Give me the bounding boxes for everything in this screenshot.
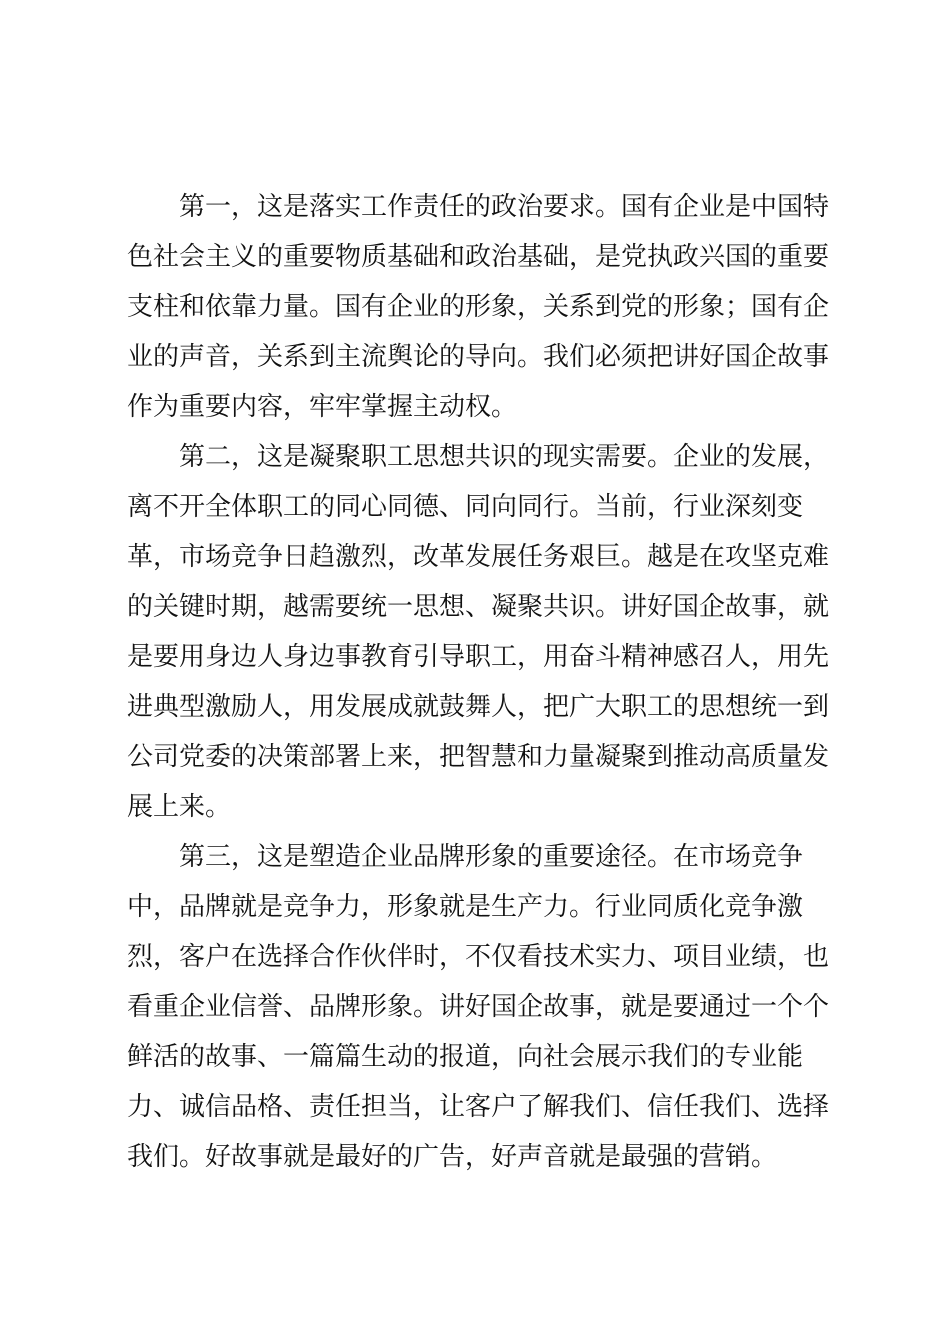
paragraph-first — [127, 182, 833, 432]
text-line: 色社会主义的重要物质基础和政治基础，是党执政兴国的重要 — [127, 242, 830, 272]
text-line: 革，市场竞争日趋激烈，改革发展任务艰巨。越是在攻坚克难 — [127, 542, 830, 572]
paragraph-second — [127, 432, 833, 832]
text-line: 我们。好故事就是最好的广告，好声音就是最强的营销。 — [127, 1142, 778, 1172]
text-line: 力、诚信品格、责任担当，让客户了解我们、信任我们、选择 — [127, 1092, 830, 1122]
text-line: 支柱和依靠力量。国有企业的形象，关系到党的形象；国有企 — [127, 292, 830, 322]
text-line: 公司党委的决策部署上来，把智慧和力量凝聚到推动高质量发 — [127, 742, 830, 772]
text-line: 离不开全体职工的同心同德、同向同行。当前，行业深刻变 — [127, 492, 804, 522]
text-line: 展上来。 — [127, 792, 232, 822]
text-line: 第三，这是塑造企业品牌形象的重要途径。在市场竞争 — [179, 842, 804, 872]
text-line: 的关键时期，越需要统一思想、凝聚共识。讲好国企故事，就 — [127, 592, 830, 622]
text-line: 业的声音，关系到主流舆论的导向。我们必须把讲好国企故事 — [127, 342, 830, 372]
text-line: 鲜活的故事、一篇篇生动的报道，向社会展示我们的专业能 — [127, 1042, 804, 1072]
text-line: 看重企业信誉、品牌形象。讲好国企故事，就是要通过一个个 — [127, 992, 830, 1022]
document-page — [127, 182, 833, 1182]
text-line: 是要用身边人身边事教育引导职工，用奋斗精神感召人，用先 — [127, 642, 830, 672]
text-line: 第二，这是凝聚职工思想共识的现实需要。企业的发展， — [179, 442, 830, 472]
text-line: 进典型激励人，用发展成就鼓舞人，把广大职工的思想统一到 — [127, 692, 830, 722]
text-line: 作为重要内容，牢牢掌握主动权。 — [127, 392, 518, 422]
text-line: 中，品牌就是竞争力，形象就是生产力。行业同质化竞争激 — [127, 892, 804, 922]
text-line: 烈，客户在选择合作伙伴时，不仅看技术实力、项目业绩，也 — [127, 942, 830, 972]
paragraph-third — [127, 832, 833, 1182]
text-line: 第一，这是落实工作责任的政治要求。国有企业是中国特 — [179, 192, 830, 222]
